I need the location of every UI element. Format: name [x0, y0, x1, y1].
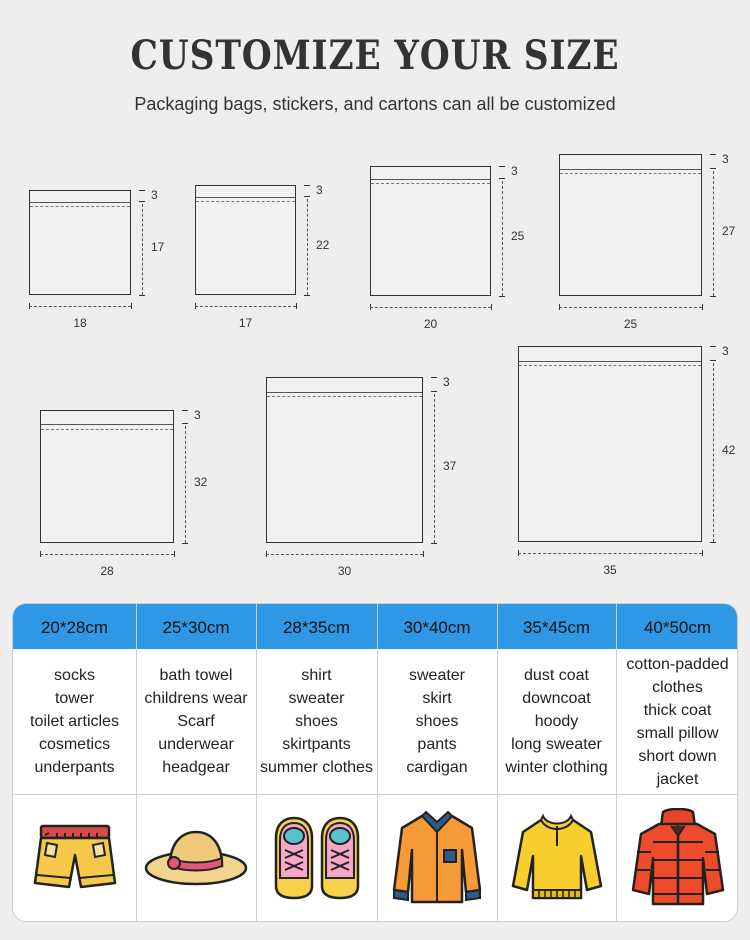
bag-height-label: 17 — [151, 240, 165, 254]
suitable-item: childrens wear — [144, 690, 248, 707]
dimension-line — [518, 553, 702, 554]
column-divider — [377, 604, 378, 922]
bag-height-label: 42 — [722, 443, 736, 457]
dimension-tick — [491, 304, 492, 310]
page-subtitle: Packaging bags, stickers, and cartons can all be customized — [134, 94, 616, 114]
bag-width-label: 17 — [238, 316, 253, 330]
seal-height-label: 3 — [511, 164, 518, 178]
zip-seal-dashed-line — [267, 396, 422, 397]
column-divider — [616, 604, 617, 922]
zip-seal-dashed-line — [196, 201, 295, 202]
zip-seal-line — [519, 361, 701, 362]
bag-width-label: 18 — [73, 316, 87, 330]
dimension-line — [370, 307, 491, 308]
dimension-tick — [710, 168, 716, 169]
suitable-item: underpants — [34, 759, 115, 776]
dimension-line — [29, 306, 131, 307]
suitable-item: small pillow — [636, 724, 719, 742]
dimension-line — [266, 554, 423, 555]
dimension-line — [502, 181, 503, 296]
dimension-tick — [174, 551, 175, 557]
bag-outline — [40, 410, 174, 543]
size-header-cell: 20*28cm — [40, 618, 109, 637]
dimension-line — [713, 171, 714, 296]
dimension-line — [185, 426, 186, 543]
bag-width-label: 28 — [100, 564, 114, 578]
dimension-line — [195, 306, 296, 307]
suitable-item: summer clothes — [260, 759, 373, 776]
dimension-tick — [499, 178, 505, 179]
page-title: CUSTOMIZE YOUR SIZE — [130, 32, 620, 79]
zip-seal-dashed-line — [371, 183, 490, 184]
sun-hat-icon — [136, 794, 256, 921]
zip-seal-line — [196, 197, 295, 198]
size-table-header — [13, 604, 738, 649]
dimension-line — [713, 363, 714, 542]
dimension-tick — [702, 304, 703, 310]
seal-height-label: 3 — [151, 188, 158, 202]
dimension-tick — [139, 201, 145, 202]
dimension-tick — [304, 295, 310, 296]
suitable-item: shirt — [301, 667, 332, 684]
size-header-cell: 35*45cm — [522, 618, 591, 637]
size-header-cell: 30*40cm — [403, 618, 471, 637]
bag-height-label: 32 — [194, 475, 208, 489]
suitable-item: Scarf — [177, 713, 215, 730]
column-divider — [136, 604, 137, 922]
dimension-line — [434, 394, 435, 543]
suitable-item: jacket — [656, 770, 699, 788]
sweater-icon — [497, 794, 616, 921]
bag-outline — [195, 185, 296, 295]
suitable-item: hoody — [534, 713, 579, 730]
bag-outline — [559, 154, 702, 296]
dimension-tick — [702, 550, 703, 556]
suitable-item: cotton-padded — [626, 655, 729, 673]
column-divider — [497, 604, 498, 922]
dimension-line — [142, 204, 143, 295]
dimension-tick — [710, 296, 716, 297]
sneakers-icon — [256, 794, 377, 921]
dimension-line — [307, 199, 308, 295]
dimension-line — [40, 554, 174, 555]
dimension-tick — [131, 303, 132, 309]
dimension-tick — [710, 360, 716, 361]
zip-seal-line — [267, 392, 422, 393]
bag-height-label: 22 — [316, 237, 330, 252]
dimension-tick — [304, 196, 310, 197]
suitable-item: cardigan — [406, 759, 468, 776]
puffer-jacket-icon — [616, 794, 738, 921]
suitable-item: short down — [638, 747, 717, 765]
zip-seal-line — [371, 179, 490, 180]
bag-outline — [370, 166, 491, 296]
bag-width-label: 20 — [423, 317, 438, 331]
bag-height-label: 25 — [511, 229, 525, 243]
dimension-tick — [710, 542, 716, 543]
zip-seal-dashed-line — [30, 206, 130, 207]
dimension-tick — [499, 296, 505, 297]
shorts-icon — [13, 794, 136, 921]
suitable-item: headgear — [162, 759, 230, 776]
suitable-item: shoes — [295, 713, 338, 730]
dimension-tick — [296, 303, 297, 309]
suitable-item: socks — [54, 667, 95, 684]
seal-height-label: 3 — [194, 408, 201, 422]
suitable-item: long sweater — [511, 736, 602, 753]
seal-height-label: 3 — [316, 183, 323, 197]
dimension-tick — [431, 391, 437, 392]
suitable-item: sweater — [288, 690, 345, 707]
zip-seal-line — [30, 202, 130, 203]
suitable-item: sweater — [408, 667, 466, 684]
dimension-tick — [710, 346, 716, 347]
seal-height-label: 3 — [722, 344, 729, 358]
dimension-tick — [139, 295, 145, 296]
seal-height-label: 3 — [443, 375, 450, 389]
dimension-tick — [423, 551, 424, 557]
dimension-tick — [182, 543, 188, 544]
size-header-cell: 25*30cm — [162, 618, 230, 637]
zip-seal-dashed-line — [41, 429, 173, 430]
suitable-item: toilet articles — [30, 713, 119, 730]
suitable-item: tower — [54, 690, 95, 707]
suitable-items-cell — [377, 649, 497, 794]
suitable-items-cell — [13, 649, 136, 794]
seal-height-label: 3 — [722, 152, 729, 166]
bag-width-label: 35 — [603, 563, 617, 577]
suitable-item: clothes — [652, 678, 703, 696]
zip-seal-dashed-line — [560, 173, 701, 174]
suitable-item: thick coat — [643, 701, 712, 719]
dimension-tick — [710, 154, 716, 155]
zip-seal-line — [560, 169, 701, 170]
bag-height-label: 27 — [722, 224, 736, 238]
dimension-tick — [182, 410, 188, 411]
suitable-item: winter clothing — [505, 759, 608, 776]
column-divider — [256, 604, 257, 922]
suitable-item: bath towel — [159, 667, 233, 684]
bag-outline — [518, 346, 702, 542]
suitable-items-cell — [616, 649, 738, 794]
suitable-items-cell — [497, 649, 616, 794]
suitable-item: pants — [417, 736, 457, 753]
suitable-item: cosmetics — [38, 736, 111, 753]
bag-width-label: 25 — [623, 317, 638, 331]
suitable-items-cell — [136, 649, 256, 794]
bag-outline — [266, 377, 423, 543]
dimension-tick — [431, 543, 437, 544]
size-table — [12, 603, 738, 922]
dimension-tick — [431, 377, 437, 378]
suitable-item: underwear — [158, 736, 234, 753]
bag-outline — [29, 190, 131, 295]
suitable-item: dust coat — [524, 667, 589, 684]
suitable-items-cell — [256, 649, 377, 794]
dimension-line — [559, 307, 702, 308]
size-header-cell: 40*50cm — [643, 618, 712, 637]
zip-seal-dashed-line — [519, 365, 701, 366]
dimension-tick — [499, 166, 505, 167]
suitable-item: downcoat — [522, 690, 591, 707]
dimension-tick — [139, 190, 145, 191]
zip-seal-line — [41, 424, 173, 425]
dimension-tick — [304, 185, 310, 186]
shirt-icon — [377, 794, 497, 921]
dimension-tick — [182, 423, 188, 424]
size-header-cell: 28*35cm — [282, 618, 351, 637]
suitable-item: shoes — [415, 713, 459, 730]
suitable-item: skirt — [422, 690, 452, 707]
suitable-item: skirtpants — [282, 736, 351, 753]
bag-width-label: 30 — [337, 564, 352, 578]
bag-height-label: 37 — [443, 459, 457, 473]
